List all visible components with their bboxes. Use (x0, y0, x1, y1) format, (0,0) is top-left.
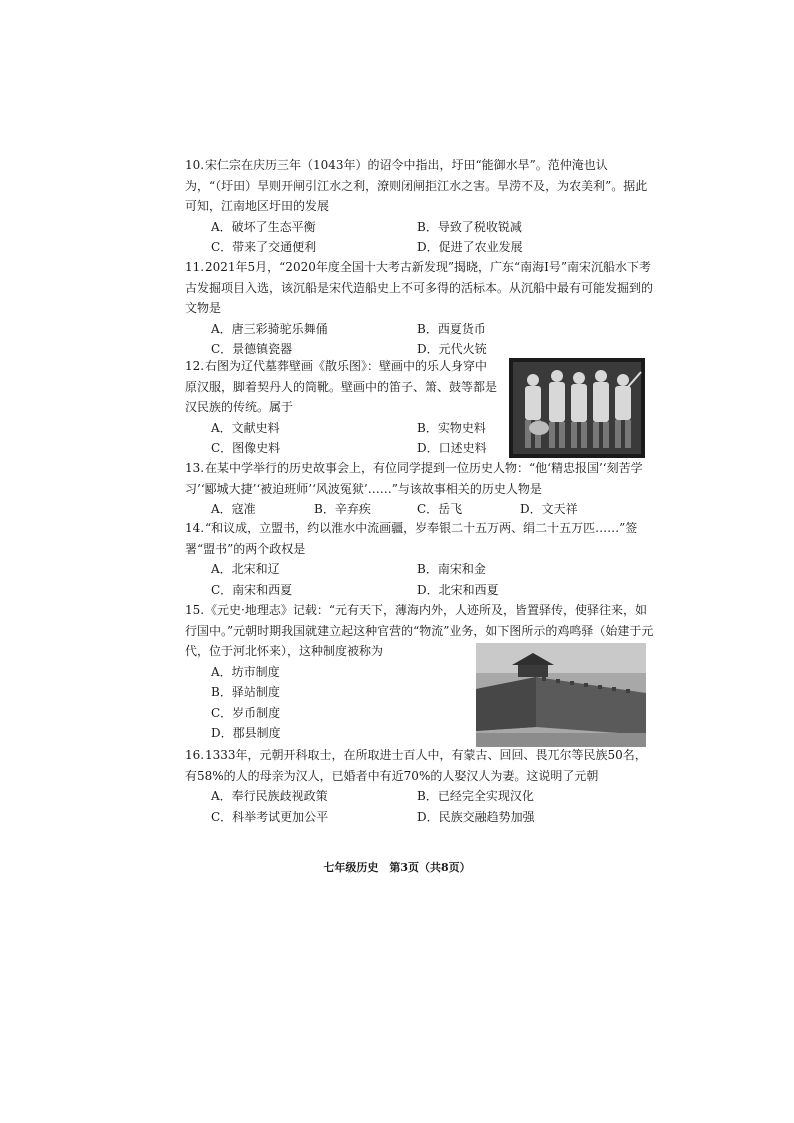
mural-image (509, 358, 645, 458)
jiming-post-image (476, 643, 646, 747)
option-a[interactable]: A．奉行民族歧视政策 (211, 789, 328, 803)
question-number: 15. (185, 603, 205, 617)
city-wall-illustration (476, 643, 646, 747)
question-stem: 宋仁宗在庆历三年（1043年）的诏令中指出，圩田“能御水旱”。范仲淹也认为，“（圩田）旱则开闸引江水之利，潦则闭闸拒江水之害。旱涝不及，为农美利”。据此可知，江南地区圩田的发展 (185, 158, 648, 213)
option-d[interactable]: D．北宋和西夏 (417, 582, 499, 597)
options (211, 559, 655, 600)
option-c[interactable]: C．南宋和西夏 (211, 582, 293, 597)
option-b[interactable]: B．已经完全实现汉化 (417, 789, 534, 803)
option-d[interactable]: D．郡县制度 (211, 726, 281, 740)
option-c[interactable]: C．岳飞 (417, 502, 463, 516)
option-d[interactable]: D．促进了农业发展 (417, 240, 523, 254)
option-c[interactable]: C．图像史料 (211, 441, 281, 455)
option-d[interactable]: D．口述史料 (417, 441, 487, 455)
option-a[interactable]: A．破坏了生态平衡 (211, 219, 316, 234)
option-c[interactable]: C．科举考试更加公平 (211, 809, 329, 824)
option-b[interactable]: B．南宋和金 (417, 562, 486, 576)
option-b[interactable]: B．辛弃疾 (314, 502, 371, 516)
question-number: 11. (185, 260, 205, 274)
option-d[interactable]: D．民族交融趋势加强 (417, 809, 535, 824)
option-a[interactable]: A．坊市制度 (211, 664, 280, 679)
question-stem: 1333年，元朝开科取士，在所取进士百人中，有蒙古、回回、畏兀尔等民族50名，有58%的人的母亲为汉人，已婚者中有近70%的人娶汉人为妻。这说明了元朝 (185, 748, 647, 783)
question-11 (185, 257, 655, 360)
options (211, 319, 655, 360)
option-b[interactable]: B．驿站制度 (211, 685, 280, 699)
option-c[interactable]: C．岁币制度 (211, 705, 281, 720)
mural-illustration (509, 358, 645, 458)
question-10 (185, 155, 655, 258)
question-number: 14. (185, 521, 205, 535)
question-number: 10. (185, 158, 205, 172)
option-c[interactable]: C．带来了交通便利 (211, 240, 317, 254)
options (211, 499, 655, 520)
question-number: 13. (185, 461, 205, 475)
question-number: 12. (185, 359, 205, 373)
options (211, 217, 655, 258)
question-12 (185, 356, 497, 459)
option-b[interactable]: B．西夏货币 (417, 321, 486, 336)
option-b[interactable]: B．实物史料 (417, 420, 486, 435)
question-stem: 《元史·地理志》记载：“元有天下，薄海内外，人迹所及，皆置驿传，使驿往来，如行国中。”元朝时期我国就建立起这种官营的“物流”业务，如下图所示的鸡鸣驿（始建于元代，位于河北怀来），这种制度被称为 (185, 603, 654, 658)
option-d[interactable]: D．元代火铳 (417, 342, 487, 356)
option-a[interactable]: A．文献史料 (211, 420, 280, 435)
question-16 (185, 745, 655, 827)
option-d[interactable]: D．文天祥 (520, 502, 578, 516)
page-footer: 七年级历史 第3页（共8页） (323, 861, 471, 874)
question-stem: “和议成，立盟书，约以淮水中流画疆，岁奉银二十五万两、绢二十五万匹……”签署“盟书”的两个政权是 (185, 521, 638, 556)
question-13 (185, 458, 655, 520)
question-stem: 右图为辽代墓葬壁画《散乐图》：壁画中的乐人身穿中原汉服，脚着契丹人的筒靴。壁画中的笛子、箫、鼓等都是汉民族的传统。属于 (185, 359, 498, 414)
question-14 (185, 518, 655, 600)
question-number: 16. (185, 748, 205, 762)
option-a[interactable]: A．寇准 (211, 502, 256, 516)
option-c[interactable]: C．景德镇瓷器 (211, 342, 293, 356)
options (211, 786, 655, 827)
option-b[interactable]: B．导致了税收锐减 (417, 219, 522, 234)
option-a[interactable]: A．北宋和辽 (211, 562, 280, 576)
option-a[interactable]: A．唐三彩骑驼乐舞俑 (211, 321, 328, 336)
question-stem: 在某中学举行的历史故事会上，有位同学提到一位历史人物：“他‘精忠报国’‘刻苦学习’‘郾城大捷’‘被迫班师’‘风波冤狱’……”与该故事相关的历史人物是 (185, 461, 643, 496)
question-stem: 2021年5月，“2020年度全国十大考古新发现”揭晓，广东“南海Ⅰ号”南宋沉船水下考古发掘项目入选，该沉船是宋代造船史上不可多得的活标本。从沉船中最有可能发掘到的文物是 (185, 260, 654, 315)
